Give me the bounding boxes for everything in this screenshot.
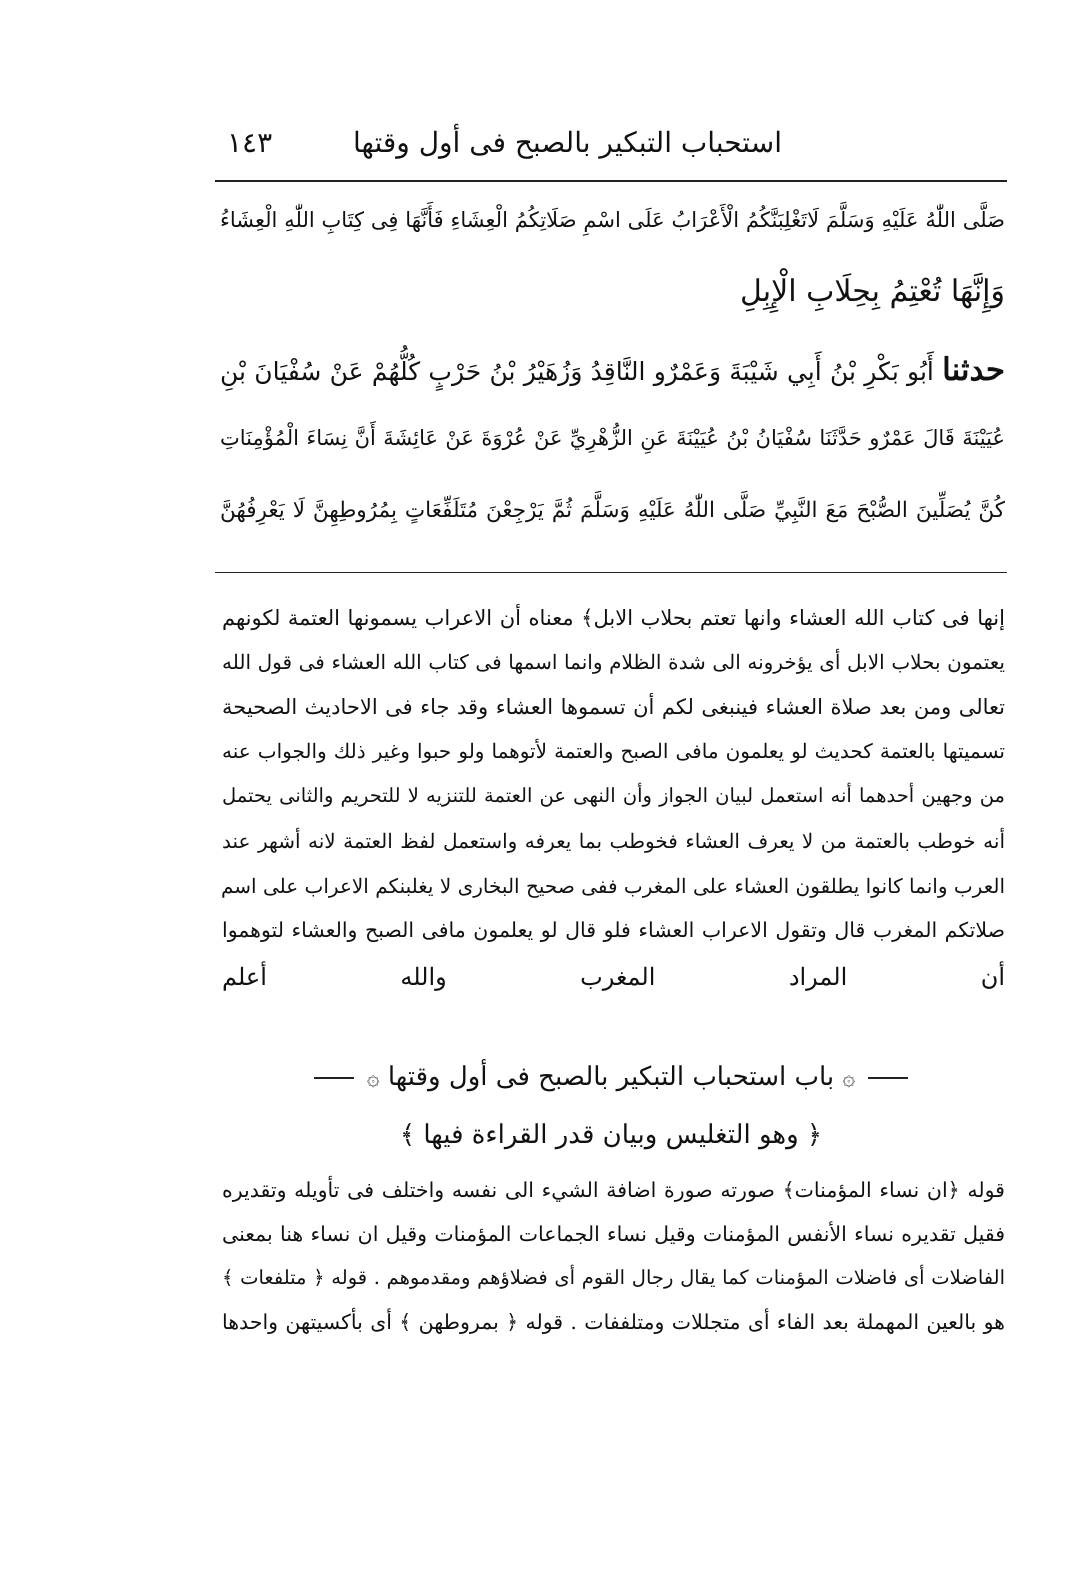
hadith-line: وَإِنَّهَا تُعْتِمُ بِحِلَابِ الْإِبِلِ	[740, 274, 1005, 309]
commentary-line: يعتمون بحلاب الابل أى يؤخرونه الى شدة الظلام وانما اسمها فى كتاب الله العشاء فى قول الله	[222, 650, 1005, 674]
ornament-icon: ۞	[366, 1066, 380, 1091]
hadith-line	[220, 352, 1005, 388]
commentary-line: أنه خوطب بالعتمة من لا يعرف العشاء فخوطب بما يعرفه واستعمل لفظ العتمة لانه أشهر عند	[222, 829, 1006, 853]
commentary-line: فقيل تقديره نساء الأنفس المؤمنات وقيل نساء الجماعات المؤمنات وقيل ان نساء هنا بمعنى	[222, 1222, 1005, 1246]
heading-dash	[868, 1077, 908, 1079]
hadith-line: صَلَّى اللّٰهُ عَلَيْهِ وَسَلَّمَ لَاتَغْلِبَنَّكُمُ الْأَعْرَابُ عَلَى اسْمِ صَلَاتِكُمُ الْعِشَاءِ فَأَنَّهَا فِى كِتَابِ اللّٰهِ الْعِشَاءُ	[220, 208, 1005, 232]
chapter-title: باب استحباب التبكير بالصبح فى أول وقتها	[387, 1062, 835, 1092]
commentary-line: الفاضلات أى فاضلات المؤمنات كما يقال رجال القوم أى فضلاؤهم ومقدموهم . قوله ﴿ متلفعات ﴾	[222, 1266, 1005, 1289]
running-title: استحباب التبكير بالصبح فى أول وقتها	[353, 126, 782, 159]
page-number: ١٤٣	[227, 126, 273, 159]
hadith-line: عُيَيْنَةَ قَالَ عَمْرٌو حَدَّثَنَا سُفْيَانُ بْنُ عُيَيْنَةَ عَنِ الزُّهْرِيِّ عَنْ عُرْوَةَ عَنْ عَائِشَةَ أَنَّ نِسَاءَ الْمُؤْمِنَاتِ	[220, 426, 1005, 450]
commentary-line: صلاتكم المغرب قال وتقول الاعراب العشاء فلو قال لو يعلمون مافى الصبح والعشاء لتوهموا	[222, 918, 1005, 942]
running-header	[215, 122, 1007, 170]
commentary-line: إنها فى كتاب الله العشاء وانها تعتم بحلاب الابل﴾ معناه أن الاعراب يسمونها العتمة لكونهم	[222, 606, 1005, 630]
hadith-lead-word: حدثنا	[942, 352, 1005, 388]
section-divider	[215, 572, 1007, 573]
commentary-line: أن المراد المغرب والله أعلم	[222, 963, 1005, 991]
commentary-line: من وجهين أحدهما أنه استعمل لبيان الجواز وأن النهى عن العتمة للتنزيه لا للتحريم والثانى يحتمل	[222, 784, 1005, 807]
hadith-line: كُنَّ يُصَلِّينَ الصُّبْحَ مَعَ النَّبِيِّ صَلَّى اللّٰهُ عَلَيْهِ وَسَلَّمَ ثُمَّ يَرْجِعْنَ مُتَلَفِّعَاتٍ بِمُرُوطِهِنَّ لَا يَعْرِفُهُنَّ	[220, 498, 1005, 523]
commentary-line: قوله ﴿ان نساء المؤمنات﴾ صورته صورة اضافة الشيء الى نفسه واختلف فى تأويله وتقديره	[222, 1178, 1005, 1202]
ornament-icon: ۞	[842, 1066, 856, 1091]
heading-dash	[314, 1077, 354, 1079]
chapter-heading	[215, 1062, 1007, 1092]
commentary-line: تعالى ومن بعد صلاة العشاء فينبغى لكم أن تسموها العشاء وقد جاء فى الاحاديث الصحيحة	[222, 695, 1005, 719]
chapter-subtitle: ﴿ وهو التغليس وبيان قدر القراءة فيها ﴾	[399, 1120, 823, 1150]
commentary-line: العرب وانما كانوا يطلقون العشاء على المغرب ففى صحيح البخارى لا يغلبنكم الاعراب على اسم	[220, 874, 1005, 898]
commentary-line: هو بالعين المهملة بعد الفاء أى متجللات ومتلففات . قوله ﴿ بمروطهن ﴾ أى بأكسيتهن واحدها	[222, 1310, 1005, 1334]
commentary-line: تسميتها بالعتمة كحديث لو يعلمون مافى الصبح والعتمة لأتوهما ولو حبوا وغير ذلك والجواب عنه	[222, 739, 1005, 763]
hadith-line-text: أَبُو بَكْرِ بْنُ أَبِي شَيْبَةَ وَعَمْرٌو النَّاقِدُ وَزُهَيْرُ بْنُ حَرْبٍ كُلُّهُمْ عَنْ سُفْيَانَ بْنِ	[220, 357, 934, 386]
header-divider	[215, 180, 1007, 182]
